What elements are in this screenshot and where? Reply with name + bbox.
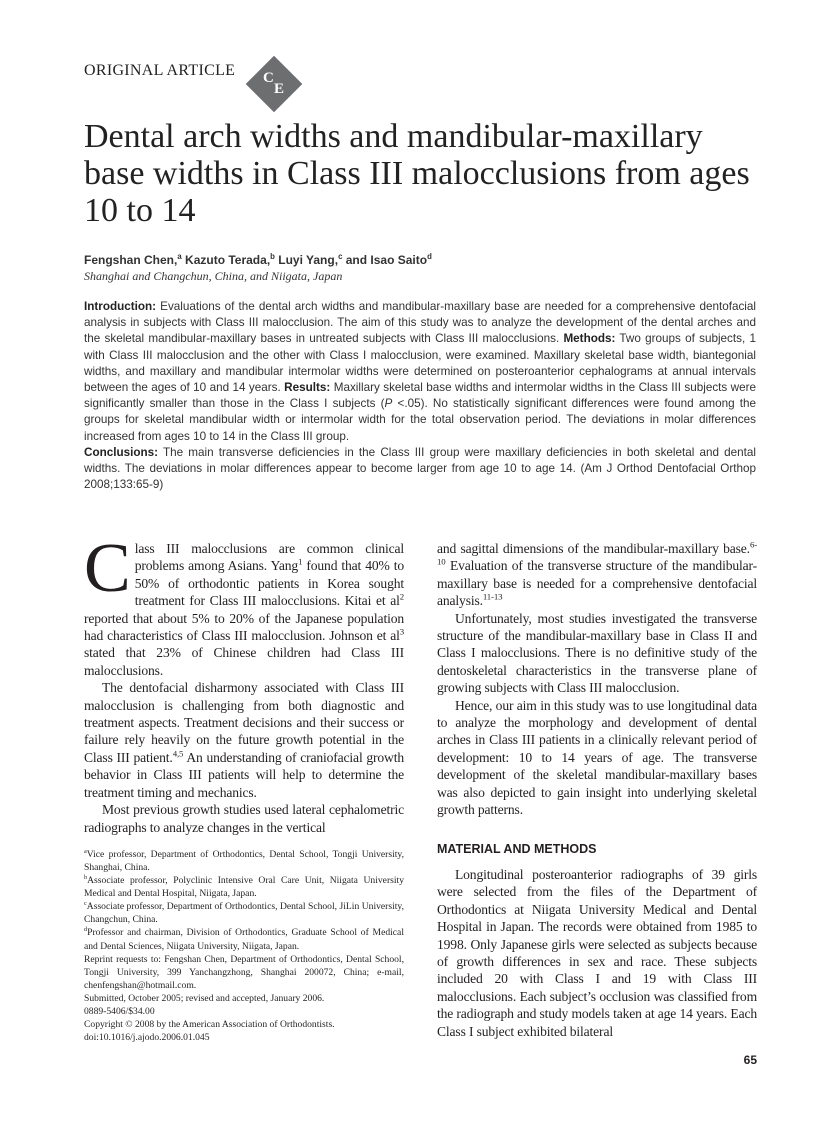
abstract-heading: Conclusions: (84, 445, 159, 459)
author: Fengshan Chen, (84, 253, 178, 267)
citation-ref: 4,5 (172, 748, 184, 759)
abstract-text: Two groups of subjects, 1 with Class III malocclusion and the other with Class I malocclusion, were examined. Maxillary skeletal base width, biantegonial widths, and maxillary and mandibular intermolar widths were determined on posteroanterior cephalograms at annual intervals between the ages of 10 and 14 years. (84, 332, 756, 395)
affiliation-mark: a (177, 252, 182, 261)
abstract-heading: Introduction: (84, 300, 157, 313)
right-column (437, 540, 757, 1069)
citation-ref: 2 (399, 591, 404, 602)
left-column (84, 530, 405, 1044)
paragraph: Hence, our aim in this study was to use longitudinal data to analyze the morphology and development of dental arches in Class III patients in a clinically relevant period of development: 10 to 14 years of age. The transverse development of the skeletal mandibular-maxillary bases was also depicted to gain insight into underlying skeletal growth patterns. (437, 697, 757, 818)
footnote: $^b$Associate professor, Polyclinic Intensive Oral Care Unit, Niigata University Medical and Dental Hospital, Niigata, Japan. (84, 873, 404, 900)
footnote: $^c$Associate professor, Department of Orthodontics, Dental School, JiLin University, Changchun, China. (84, 900, 404, 926)
author-location: Shanghai and Changchun, China, and Niigata, Japan (84, 269, 343, 283)
abstract-text: P (384, 397, 393, 411)
journal-logo-letters (254, 64, 294, 104)
abstract-text: The main transverse deficiencies in the Class III group were maxillary deficiencies in both skeletal and dental widths. The deviations in molar differences appear to become larger from age 10 to age 14. (84, 445, 756, 476)
footnotes (84, 848, 404, 1044)
page-number: 65 (743, 1052, 757, 1067)
paragraph: Unfortunately, most studies investigated the transverse structure of the mandibular-maxillary base in Class II and Class I malocclusions. There is no definitive study of the dentoskeletal characteristics in the transverse plane of growing subjects with Class III malocclusion. (437, 610, 757, 696)
issn-code: 0889-5406/$34.00 (84, 1006, 155, 1018)
paragraph: Class III malocclusions are common clinical problems among Asians. Yang$^1$ found that 40% to 50% of orthodontic patients in Korea sought treatment for Class III malocclusions. Kitai et $al^2$ reported that about 5% to 20% of the Japanese population had characteristics of Class III malocclusion. Johnson et $al^3$ stated that 23% of Chinese children had Class III malocclusions. (84, 530, 404, 678)
abstract-text: <.05). No statistically significant differences were found among the groups for skeletal mandibular width or intermolar width for the total observation period. The deviations in molar differences increased from ages 10 to 14 in the Class III group. (84, 397, 756, 443)
affiliation-mark: b (270, 252, 275, 261)
submission-dates: Submitted, October 2005; revised and accepted, January 2006. (84, 992, 325, 1004)
citation-ref: 3 (399, 626, 404, 637)
reprint-info: Reprint requests to: Fengshan Chen, Department of Orthodontics, Dental School, Tongji University, 399 Yanchangzhong, Shanghai 200072, China; e-mail, chenfengshan@hotmail.com. (84, 953, 404, 991)
article-title: Dental arch widths and mandibular-maxillary base widths in Class III malocclusions from ages 10 to 14 (84, 118, 750, 229)
abstract-text: Maxillary skeletal base widths and intermolar widths in the Class III subjects were significantly smaller than those in the Class I subjects ( (84, 381, 756, 411)
abstract (84, 299, 756, 493)
author: and Isao Saito (342, 253, 428, 267)
affiliation-mark: c (338, 252, 343, 261)
author: Kazuto Terada, (181, 253, 271, 267)
citation-ref: 1 (298, 556, 303, 567)
paragraph: Most previous growth studies used lateral cephalometric radiographs to analyze changes in the vertical (84, 802, 404, 835)
section-label: ORIGINAL ARTICLE (84, 62, 236, 79)
footnote: $^d$Professor and chairman, Division of Orthodontics, Graduate School of Medical and Dental Sciences, Niigata University, Niigata, Japan. (84, 926, 404, 952)
abstract-heading: Methods: (559, 332, 616, 346)
paragraph: The dentofacial disharmony associated with Class III malocclusion is challenging from both diagnostic and treatment aspects. Treatment decisions and their success or failure rely heavily on the future growth potential in the Class III patient.$^{4,5}$ An understanding of craniofacial growth behavior in Class III patients will help to determine the treatment timing and mechanics. (84, 680, 405, 800)
doi: doi:10.1016/j.ajodo.2006.01.045 (84, 1032, 210, 1044)
author: Luyi Yang, (274, 253, 339, 267)
drop-cap: C (84, 530, 131, 607)
affiliation-mark: d (427, 252, 432, 261)
abstract-citation: (Am J Orthod Dentofacial Orthop 2008;133:65-9) (84, 462, 757, 492)
abstract-text: Evaluations of the dental arch widths and mandibular-maxillary base are needed for a comprehensive dentofacial analysis in subjects with Class III malocclusion. The aim of this study was to analyze the development of the dental arches and the skeletal mandibular-maxillary bases in untreated subjects with Class III malocclusions. (84, 300, 756, 346)
logo-letter-e: E (274, 81, 285, 97)
author-list (84, 253, 432, 267)
logo-letter-c: C (263, 70, 274, 86)
citation-ref: 11-13 (482, 591, 503, 602)
paragraph: and sagittal dimensions of the mandibular-maxillary base.$^{6-10}$ Evaluation of the transverse structure of the mandibular-maxillary base is needed for a comprehensive dentofacial analysis.$^{11-13}$ (437, 539, 757, 609)
abstract-heading: Results: (280, 381, 331, 395)
footnote: $^a$Vice professor, Department of Orthodontics, Dental School, Tongji University, Shanghai, China. (84, 847, 404, 873)
copyright: Copyright © 2008 by the American Association of Orthodontists. (84, 1019, 335, 1031)
citation-ref: 6-10 (437, 539, 757, 567)
section-heading: MATERIAL AND METHODS (437, 841, 597, 856)
paragraph: Longitudinal posteroanterior radiographs of 39 girls were selected from the files of the Department of Orthodontics at Niigata University Medical and Dental Hospital in Japan. The records were obtained from 1985 to 1998. Only Japanese girls were selected as subjects because of growth differences in sex and race. These subjects included 20 with Class I and 19 with Class III malocclusions. Each subject’s occlusion was classified from the radiograph and study models taken at age 14 years. Each Class I subject exhibited bilateral (437, 866, 757, 1039)
